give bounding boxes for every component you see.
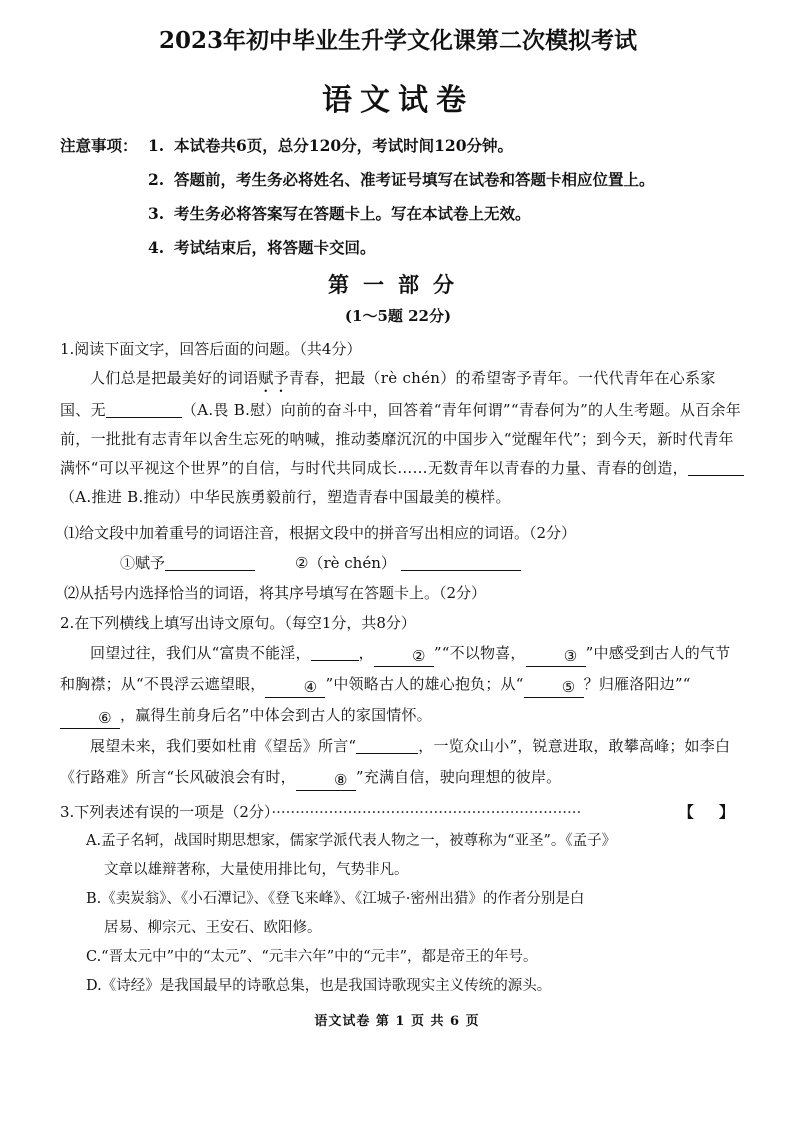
note-number: 3. bbox=[148, 204, 165, 223]
passage-text: 青春，把最（rè chén）的希望寄予青年。一代代青年在心系家国、无 bbox=[60, 369, 716, 419]
answer-bracket[interactable]: 【 】 bbox=[678, 803, 744, 821]
answer-blank[interactable]: ③ bbox=[526, 646, 586, 667]
fill-text: ”中感受到古人的气节和胸襟；从“不畏浮云遮望眼， bbox=[60, 644, 731, 693]
option-b-cont: 居易、柳宗元、王安石、欧阳修。 bbox=[104, 920, 322, 936]
question-1-head: 1.阅读下面文字，回答后面的问题。（共4分） bbox=[60, 340, 362, 358]
fill-text: ，赢得生前身后名”中体会到古人的家国情怀。 bbox=[120, 706, 432, 724]
question-2-para-2 bbox=[60, 731, 744, 793]
fill-text: ， bbox=[358, 644, 374, 662]
fill-text: 展望未来，我们要如杜甫《望岳》所言“ bbox=[90, 737, 357, 755]
fill-text: ？归雁洛阳边”“ bbox=[583, 675, 691, 693]
question-2-head: 2.在下列横线上填写出诗文原句。（每空1分，共8分） bbox=[60, 614, 416, 632]
note-text: 考生务必将答案写在答题卡上。写在本试卷上无效。 bbox=[174, 204, 531, 223]
question-1-passage bbox=[60, 364, 744, 512]
part-subtitle: (1～5题 22分) bbox=[344, 307, 452, 325]
passage-text: 人们总是把最美好的词语 bbox=[90, 369, 259, 387]
page-footer: 语文试卷 第 1 页 共 6 页 bbox=[314, 1014, 480, 1029]
fill-text: ，一览众山小”，锐意进取，敢攀高峰；如李白《行路难》所言“长风破浪会有时， bbox=[60, 737, 731, 786]
option-a[interactable]: A.孟子名轲，战国时期思想家，儒家学派代表人物之一，被尊称为“亚圣”。《孟子》 bbox=[86, 833, 617, 849]
question-1-sub-1: ⑴给文段中加着重号的词语注音，根据文段中的拼音写出相应的词语。（2分） bbox=[64, 524, 577, 542]
note-number: 1. bbox=[148, 136, 165, 155]
exam-title: 2023年初中毕业生升学文化课第二次模拟考试 bbox=[158, 27, 637, 54]
leader-dots: ································································· bbox=[271, 803, 582, 821]
option-a-cont: 文章以雄辩著称，大量使用排比句，气势非凡。 bbox=[104, 862, 409, 878]
answer-blank[interactable]: ② bbox=[374, 646, 434, 667]
paper-title: 语文试卷 bbox=[322, 83, 474, 118]
fill-text: ”中领略古人的雄心抱负；从“ bbox=[325, 675, 524, 693]
note-number: 2. bbox=[148, 170, 165, 189]
fill-text: 回望过往，我们从“富贵不能淫， bbox=[90, 644, 311, 662]
question-3 bbox=[60, 797, 744, 1001]
question-2-para-1 bbox=[60, 638, 744, 731]
passage-text: （A.畏 B.慰）向前的奋斗中，回答着“青年何谓”“青春何为”的人生考题。从百余年前，一批批有志青年以舍生忘死的呐喊，推动萎靡沉沉的中国步入“觉醒年代”；到今天，新时代青年满怀“可以平视这个世界”的自信，与时代共同成长……无数青年以青春的力量、青春的创造， bbox=[60, 401, 742, 477]
part-title: 第一部分 bbox=[328, 272, 468, 297]
note-text: 考试结束后，将答题卡交回。 bbox=[174, 238, 376, 257]
question-3-options bbox=[60, 827, 744, 1001]
answer-blank[interactable]: ④ bbox=[265, 677, 325, 698]
answer-blank[interactable] bbox=[688, 459, 744, 476]
option-d[interactable]: D.《诗经》是我国最早的诗歌总集，也是我国诗歌现实主义传统的源头。 bbox=[86, 978, 552, 994]
note-text: 答题前，考生务必将姓名、准考证号填写在试卷和答题卡相应位置上。 bbox=[174, 170, 655, 189]
answer-blank[interactable] bbox=[356, 737, 418, 754]
fill-text: ”“不以物喜， bbox=[433, 644, 526, 662]
question-3-head bbox=[60, 797, 744, 827]
answer-blank[interactable] bbox=[311, 644, 359, 661]
question-1 bbox=[60, 334, 744, 608]
answer-label: ②（rè chén） bbox=[295, 554, 396, 572]
question-1-answers bbox=[60, 548, 744, 578]
answer-blank[interactable] bbox=[106, 401, 182, 418]
answer-blank[interactable] bbox=[401, 554, 521, 571]
question-3-text: 3.下列表述有误的一项是（2分） bbox=[60, 803, 272, 821]
passage-text: （A.推进 B.推动）中华民族勇毅前行，塑造青春中国最美的模样。 bbox=[60, 488, 511, 506]
question-1-sub-2: ⑵从括号内选择恰当的词语，将其序号填写在答题卡上。（2分） bbox=[64, 584, 487, 602]
answer-blank[interactable] bbox=[165, 554, 255, 571]
option-b[interactable]: B.《卖炭翁》、《小石潭记》、《登飞来峰》、《江城子·密州出猎》的作者分别是白 bbox=[86, 891, 585, 907]
notes-lead: 注意事项： bbox=[60, 136, 138, 155]
note-number: 4. bbox=[148, 238, 165, 257]
question-2 bbox=[60, 608, 744, 793]
answer-blank[interactable]: ⑧ bbox=[296, 770, 356, 791]
dotted-word: 赋予 bbox=[258, 369, 289, 387]
exam-notes bbox=[60, 129, 744, 265]
answer-blank[interactable]: ⑥ bbox=[60, 708, 120, 729]
note-text: 本试卷共6页，总分120分，考试时间120分钟。 bbox=[174, 136, 513, 155]
fill-text: ”充满自信，驶向理想的彼岸。 bbox=[355, 768, 562, 786]
option-c[interactable]: C.“晋太元中”中的“太元”、“元丰六年”中的“元丰”，都是帝王的年号。 bbox=[86, 949, 538, 965]
answer-blank[interactable]: ⑤ bbox=[524, 677, 584, 698]
answer-label: ①赋予 bbox=[120, 554, 166, 572]
